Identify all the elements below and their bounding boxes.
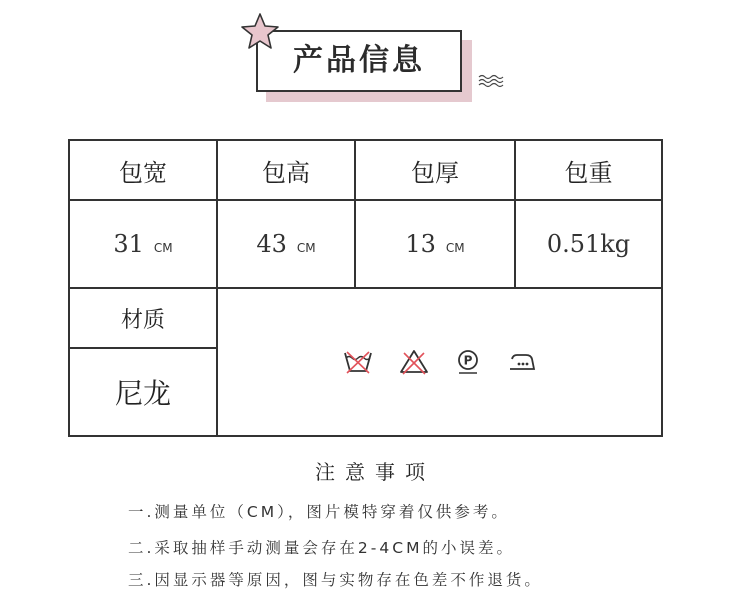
iron-low-icon (507, 349, 537, 375)
material-value: 尼龙 (69, 348, 217, 436)
value-unit: CM (296, 241, 316, 255)
value-unit: CM (445, 241, 465, 255)
page-title: 产品信息 (293, 43, 425, 78)
dry-clean-p-icon (455, 349, 481, 375)
value-number: 43 (256, 230, 287, 258)
do-not-wash-icon (343, 349, 373, 375)
header-thickness: 包厚 (355, 140, 515, 200)
value-number: 0.51kg (546, 230, 631, 258)
value-weight (515, 200, 662, 288)
value-height (217, 200, 355, 288)
care-symbols-cell (217, 288, 662, 436)
note-item-3: 三.因显示器等原因，图与实物存在色差不作退货。 (128, 571, 543, 589)
svg-text:P: P (463, 353, 472, 368)
note-item-1: 一.测量单位（CM），图片模特穿着仅供参考。 (128, 503, 510, 521)
header-height: 包高 (217, 140, 355, 200)
material-label-row (69, 288, 662, 348)
value-width (69, 200, 217, 288)
header-width: 包宽 (69, 140, 217, 200)
note-item-2: 二.采取抽样手动测量会存在2-4CM的小误差。 (128, 539, 515, 557)
care-symbols (218, 349, 661, 375)
value-unit: CM (153, 241, 173, 255)
spec-header-row (69, 140, 662, 200)
value-thickness (355, 200, 515, 288)
do-not-bleach-icon (399, 349, 429, 375)
material-label: 材质 (69, 288, 217, 348)
star-icon (240, 12, 280, 50)
wave-icon (478, 74, 504, 88)
value-number: 13 (405, 230, 436, 258)
header-weight: 包重 (515, 140, 662, 200)
spec-value-row (69, 200, 662, 288)
header-banner (0, 0, 750, 120)
notes-title: 注意事项 (315, 460, 435, 484)
spec-table (68, 139, 663, 437)
value-number: 31 (113, 230, 144, 258)
